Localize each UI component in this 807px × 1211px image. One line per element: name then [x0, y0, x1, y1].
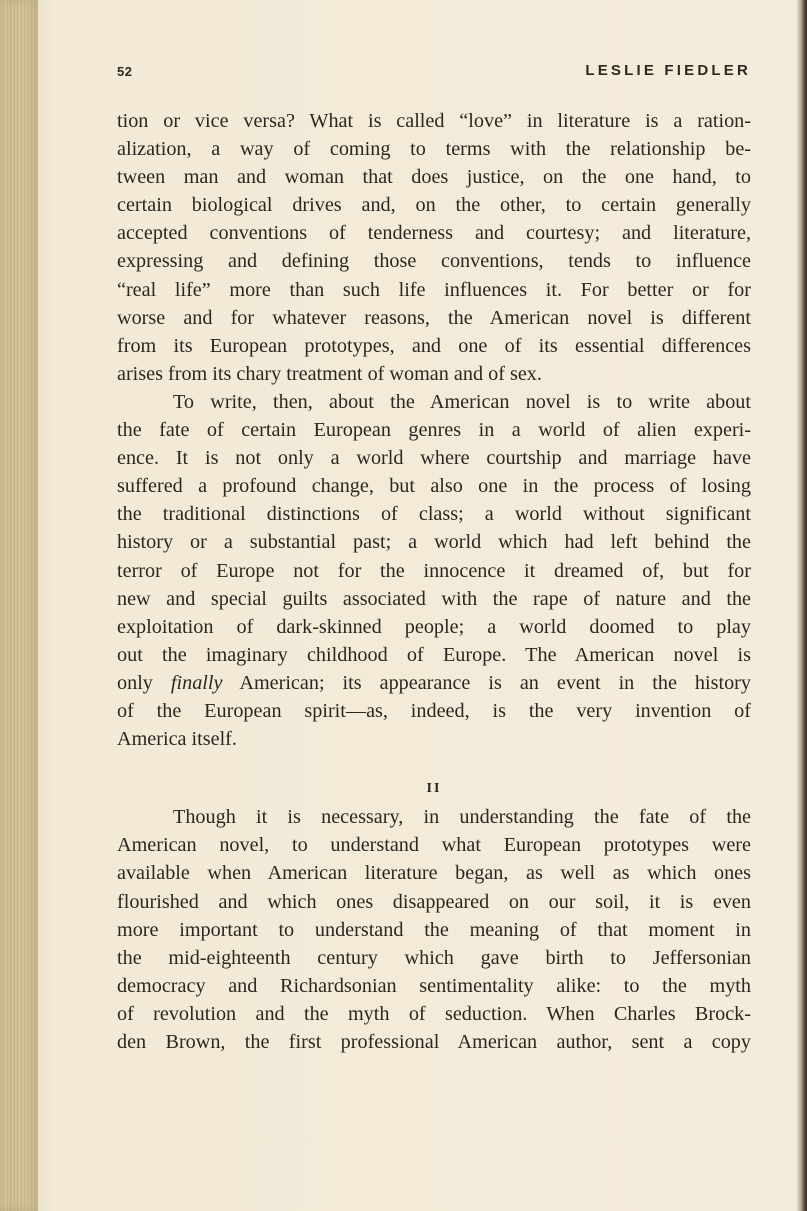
text-line: terror of Europe not for the innocence it dreamed of, but for: [117, 559, 751, 582]
text-line: suffered a profound change, but also one in the process of losing: [117, 475, 751, 498]
text-line: tion or vice versa? What is called “love” in literature is a ration-: [117, 110, 751, 132]
text-line: worse and for whatever reasons, the American novel is different: [117, 306, 751, 329]
text-line: ence. It is not only a world where courtship and marriage have: [117, 447, 751, 470]
text-line: tween man and woman that does justice, on the one hand, to: [117, 166, 751, 189]
text-line: To write, then, about the American novel is to write about: [173, 390, 751, 413]
text-line: Though it is necessary, in understanding the fate of the: [173, 806, 751, 829]
text-fragment: only: [117, 671, 171, 694]
text-line: America itself.: [117, 728, 237, 751]
text-line: American novel, to understand what European prototypes were: [117, 834, 751, 857]
page-number: 52: [117, 64, 133, 79]
text-line: the traditional distinctions of class; a world without significant: [117, 503, 751, 526]
page-body: [117, 107, 751, 1056]
text-line: expressing and defining those conventions, tends to influence: [117, 250, 751, 273]
text-line: new and special guilts associated with the rape of nature and the: [117, 587, 751, 610]
text-line: flourished and which ones disappeared on our soil, it is even: [117, 890, 751, 913]
text-line: of revolution and the myth of seduction. When Charles Brock-: [117, 1002, 751, 1025]
section-heading: II: [426, 781, 442, 797]
text-line-with-emphasis: [117, 669, 751, 697]
text-line: certain biological drives and, on the other, to certain generally: [117, 194, 751, 217]
text-line: exploitation of dark-skinned people; a world doomed to play: [117, 615, 751, 638]
text-line: accepted conventions of tenderness and courtesy; and literature,: [117, 222, 751, 245]
text-line: available when American literature began, as well as which ones: [117, 862, 751, 885]
page-binding: [0, 0, 38, 1211]
text-line: out the imaginary childhood of Europe. The American novel is: [117, 643, 751, 666]
page-header: [117, 62, 751, 86]
text-line: democracy and Richardsonian sentimentality alike: to the myth: [117, 974, 751, 997]
paragraph-2: [117, 388, 751, 753]
text-line: den Brown, the first professional American author, sent a copy: [117, 1031, 751, 1053]
text-line: alization, a way of coming to terms with the relationship be-: [117, 138, 751, 161]
running-head: LESLIE FIEDLER: [585, 62, 751, 79]
text-line: more important to understand the meaning of that moment in: [117, 918, 751, 941]
text-line: from its European prototypes, and one of its essential differences: [117, 334, 751, 357]
text-line: the fate of certain European genres in a world of alien experi-: [117, 419, 751, 442]
page-edge: [797, 0, 807, 1211]
paragraph-1: [117, 107, 751, 388]
text-line: history or a substantial past; a world which had left behind the: [117, 531, 751, 554]
text-line: “real life” more than such life influences it. For better or for: [117, 278, 751, 301]
text-line: arises from its chary treatment of woman and of sex.: [117, 362, 542, 385]
text-fragment: American; its appearance is an event in the history: [222, 671, 751, 694]
paragraph-3: [117, 803, 751, 1056]
emphasized-word: finally: [170, 671, 223, 694]
text-line: of the European spirit—as, indeed, is the very invention of: [117, 699, 751, 722]
text-line: the mid-eighteenth century which gave birth to Jeffersonian: [117, 946, 751, 969]
